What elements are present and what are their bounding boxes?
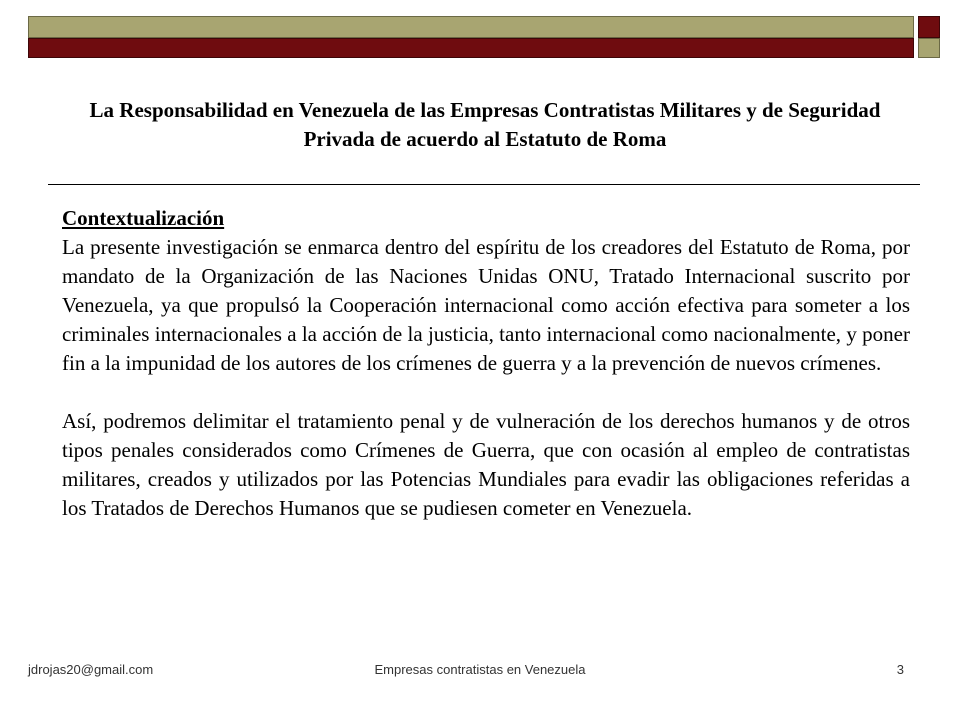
header-square-maroon	[918, 16, 940, 38]
footer-page-number: 3	[896, 662, 904, 677]
footer-email: jdrojas20@gmail.com	[28, 662, 154, 677]
body-paragraph-2: Así, podremos delimitar el tratamiento penal y de vulneración de los derechos humanos y de otros tipos penales considerados como Crímenes de Guerra, que con ocasión al empleo de contratistas militares, creados y utilizados por las Potencias Mundiales para evadir las obligaciones referidas a los Tratados de Derechos Humanos que se pudiesen cometer en Venezuela.	[62, 409, 910, 520]
slide-title: La Responsabilidad en Venezuela de las Empresas Contratistas Militares y de Seguridad Privada de acuerdo al Estatuto de Roma	[89, 98, 881, 151]
section-heading: Contextualización	[62, 206, 225, 230]
header-bar-olive	[28, 16, 914, 38]
title-divider	[48, 184, 920, 185]
footer-title: Empresas contratistas en Venezuela	[374, 662, 586, 677]
header-square-olive	[918, 38, 940, 58]
slide-body	[62, 204, 910, 523]
header-bar-maroon	[28, 38, 914, 58]
body-paragraph-1: La presente investigación se enmarca dentro del espíritu de los creadores del Estatuto de Roma, por mandato de la Organización de las Naciones Unidas ONU, Tratado Internacional suscrito por Venezuela, ya que propulsó la Cooperación internacional como acción efectiva para someter a los criminales internacionales a la acción de la justicia, tanto internacional como nacionalmente, y poner fin a la impunidad de los autores de los crímenes de guerra y a la prevención de nuevos crímenes.	[62, 235, 910, 375]
